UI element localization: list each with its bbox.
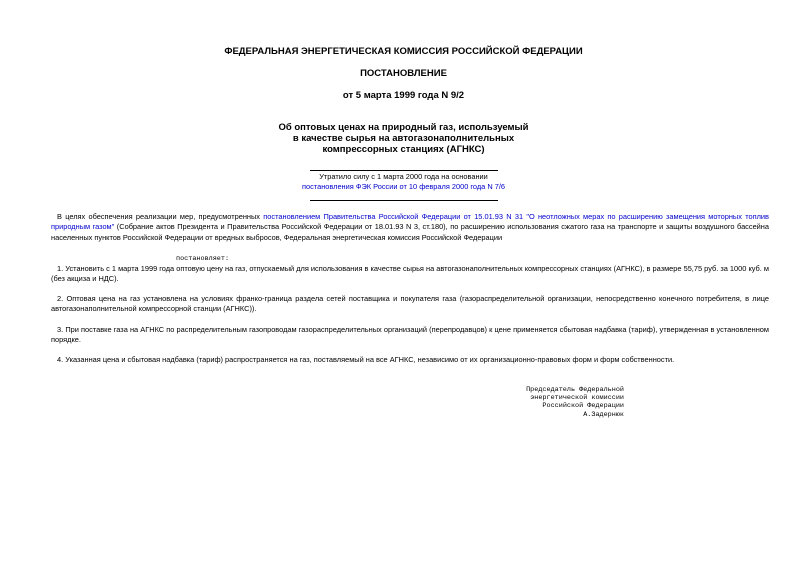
preamble-before: В целях обеспечения реализации мер, предусмотренных [57, 212, 264, 221]
divider-bottom [310, 200, 498, 201]
item-3: 3. При поставке газа на АГНКС по распределительным газопроводам газораспределительных организаций (перепродавцов) к цене применяется сбытовая надбавка (тариф), утвержденная в установленном порядке. [51, 325, 769, 345]
signature-line: Российской Федерации [542, 402, 624, 411]
signature-block [526, 386, 624, 419]
preamble [51, 212, 769, 243]
doc-title-line: в качестве сырья на автогазонаполнительных [292, 133, 515, 144]
doc-title [0, 122, 807, 155]
signature-name: А.Задернюк [583, 410, 624, 419]
status-text: Утратило силу с 1 марта 2000 года на основании [319, 172, 488, 181]
signature-line: энергетической комиссии [530, 394, 624, 403]
status-link-row [0, 182, 807, 192]
government-decree-link[interactable]: постановлением Правительства Российской Федерации от 15.01.93 N 31 "О неотложных мерах по расширению замещения моторных топлив природным газом" [51, 212, 769, 232]
repeal-decree-link[interactable]: постановления ФЭК России от 10 февраля 2000 года N 7/6 [301, 182, 506, 191]
doc-title-line: Об оптовых ценах на природный газ, используемый [278, 122, 529, 133]
doc-title-line: компрессорных станциях (АГНКС) [322, 144, 485, 155]
decree-word: постановляет: [176, 255, 230, 263]
signature-line: Председатель Федеральной [526, 386, 624, 394]
divider-top [310, 170, 498, 171]
item-2: 2. Оптовая цена на газ установлена на условиях франко-граница раздела сетей поставщика и покупателя газа (газораспределительной организации, непосредственно конечного потребителя, в лице автогазонаполнительной компрессорной станции (АГНКС)). [51, 294, 769, 314]
item-4: 4. Указанная цена и сбытовая надбавка (тариф) распространяется на газ, поставляемый на все АГНКС, независимо от их организационно-правовых форм и форм собственности. [57, 355, 675, 364]
doc-type: ПОСТАНОВЛЕНИЕ [360, 68, 447, 79]
doc-date: от 5 марта 1999 года N 9/2 [342, 90, 465, 101]
item-1: 1. Установить с 1 марта 1999 года оптовую цену на газ, отпускаемый для использования в качестве сырья на автогазонаполнительных компрессорных станциях (АГНКС), в размере 55,75 руб. за 1000 куб. м (без акциза и НДС). [51, 264, 769, 284]
preamble-after: (Собрание актов Президента и Правительства Российской Федерации от 18.01.93 N 3, ст.180), по расширению использования сжатого газа на транспорте и защиты воздушного бассейна населенных пунктов Российской Федерации от вредных выбросов, Федеральная энергетическая комиссия Российской Федерации [51, 222, 770, 242]
org-name: ФЕДЕРАЛЬНАЯ ЭНЕРГЕТИЧЕСКАЯ КОМИССИЯ РОССИЙСКОЙ ФЕДЕРАЦИИ [224, 46, 583, 57]
